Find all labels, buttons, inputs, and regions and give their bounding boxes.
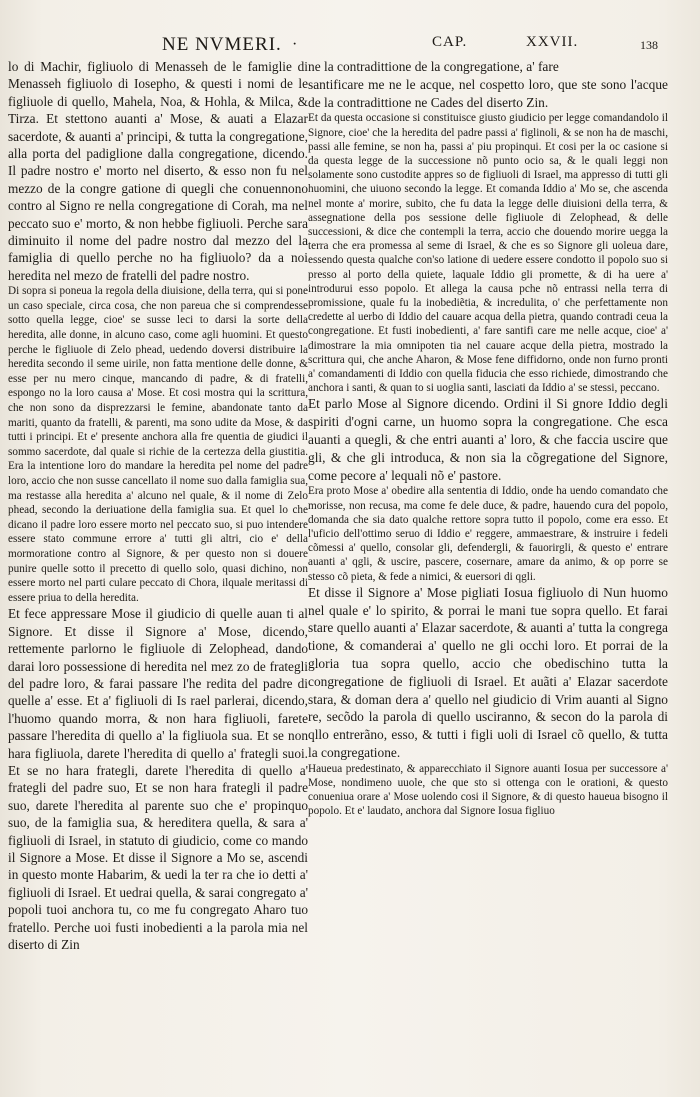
commentary-paragraph: Di sopra si poneua la regola della diuisione, della terra, qui si pone un caso speciale, circa cosa, che non pareua che si comprendesse sotto quella legge, cioe' se susse leci to darsi la sorte della heredita, alle donne, in alcuno caso, come agli huomini. Et questo perche le figliuole di Zelo phead, uedendo doversi distribuire la heredita secondo il seme uirile, non fatta mentione delle donne, & esse per nu mero cinque, mancando di padre, & di fratelli, espongo no la loro causa a' Mose. Et cosi mostra qui la scrittura, che non sono da disprezzarsi le femine, abandonate tanto da mariti, quanto da fratelli, & parenti, ma sono udite da Mose, & da tutti i principi. Et e' presente anchora alla fre quentia de giudici il sommo sacerdote, dal quale si richie de la certezza della giustitia. Era la intentione loro do mandare la heredita pel nome del padre loro, accio che non susse cancellato il nome suo dalla famiglia sua, ma restasse alla heredita a' alcuno nel quale, & il nome di Zelo phead, secondo la deriuatione della famiglia sua. Et quel lo che dicano il padre loro essere morto nel peccato suo, si puo intendere essere stato commune errore a' tutti gli altri, cio e' della mormoratione contro al Signore, & per questo non si douere punire quelle sotto il precetto di quello solo, quasi dichino, non essere morto nel parti culare peccato di Chora, ilquale meritassi di essere priua to della heredita. xyxy=(8,285,308,604)
scripture-paragraph: santificare me ne le acque, nel cospetto loro, que ste sono l'acque de la contradittione ne Cades del diserto Zin. xyxy=(308,76,668,110)
running-header xyxy=(0,30,700,58)
column-continuation-line: ne la contradittione de la congregatione, a' fare xyxy=(308,59,559,74)
scripture-paragraph: lo di Machir, figliuolo di Menasseh de le famiglie di Menasseh figliuolo di Iosepho, & questi i nomi de le figliuole di quello, Mahela, Noa, & Hohla, & Milca, & Tirza. Et stettono auanti a' Mose, & auati a Elazar sacerdote, & auanti a' principi, & tutta la congregatione, alla porta del padiglione dalla congregatione, dicendo. Il padre nostro e' morto nel diserto, & esso non fu nel mezzo de la congre gatione di quegli che conuennono contro al Signo re nella congregatione di Corah, ma nel peccato suo e' morto, & non hebbe figliuoli. Perche sara diminuito il nome del padre nostro dal mezzo del la famiglia di quello perche no ha figliuolo? da a noi heredita nel mezo de fratelli del padre nostro. xyxy=(8,59,308,283)
header-separator: · xyxy=(292,36,298,53)
left-column xyxy=(8,58,308,953)
scripture-paragraph: Et parlo Mose al Signore dicendo. Ordini il Si gnore Iddio degli spiriti d'ogni carne, un huomo sopra la congregatione. Che esca auanti a quegli, & che entri auanti a' loro, & che faccia uscire que gli, & che gli introduca, & non sia la cõgregatione del Signore, come pecore a' lequali nõ e' pastore. xyxy=(308,396,668,483)
chapter-label: CAP. xyxy=(432,34,468,50)
right-column xyxy=(308,58,668,819)
commentary-paragraph: Et da questa occasione si constituisce giusto giudicio per legge comandandolo il Signore, cioe' che la heredita del padre passi a' figlinoli, & se non ha de maschi, passi alle femine, se non ha, passi a' piu propinqui. Et cosi per la oc casione si da questa legge de la successione nõ punto ocio sa, & le quali leggi non solamente sono custodite appres so de figliuoli di Israel, ma appresso di tutti gli huomini, che uiuono secondo la legge. Et comanda Iddio a' Mo se, che ascenda nel monte a' morire, subito, che fu data la legge delle diuisioni della terra, & assegnatione della pos sessione delle figliuole di Zelophead, & delle successioni, & dice che contempli la terra, accio che douendo morire uegga la terra che era promessa al seme di Israel, & che es so Signore gli uoleua dare, essendo questa qualche con'so latione di uedere essere condotto il popolo suo si presso al porto della quiete, laquale Iddio gli promette, & di ha uere a' introdurui esso popolo. Et allega la causa pche nõ entrassi nella terra di promissione, quale fu la inobediẽtia, & incredulita, o' che perfettamente non credette al uerbo di Iddio del cauare acqua della pietra, quando contradi ceua la congregatione. Et fusti inobedienti, a' fare santifi care me nelle acque, cioe' a' dimostrare la mia omnipoten tia nel cauare acque della pietra, mostrado la scrittura qui, che anche Aharon, & Mose fene diffidorno, onde non furno pronti a' comandamenti di Iddio con quella fiducia che esso richiede, dimostrando che anchora i santi, & quan to si uoglia santi, lasciati da Iddio a' se stessi, peccano. xyxy=(308,112,668,395)
running-title: NE NVMERI. xyxy=(162,34,282,55)
commentary-paragraph: Era proto Mose a' obedire alla sententia di Iddio, onde ha uendo comandato che morisse, non recusa, ma come fe dele duce, & padre, hauendo cura del popolo, domanda che sia dato qualche rettore sopra tutto il popolo, come era esso. Et l'uficio dell'ottimo seruo di Iddio e' reggere, ammaestrare, & instruire i fedeli cõmessi a' quello, consolar gli, defendergli, & fauorirgli, & questo e' entrare auanti a' qgli, & uscire, pascere, cosernare, amare da animo, & op porre se stesso cõ pieta, & fede a nimici, & euersori di qgli. xyxy=(308,485,668,583)
scripture-paragraph: Et fece appressare Mose il giudicio di quelle auan ti al Signore. Et disse il Signore a' Mose, dicendo, rettemente parlorno le figliuole di Zelophead, dando darai loro possessione di heredita nel mez zo de frategli del padre loro, & farai passare l'he redita del padre di quelle a' esse. Et a' figliuoli di Is rael parlerai, dicendo, l'huomo quando morra, & non hara figliuoli, farete passare l'heredita di quello a' la figliuola sua. Et se non hara figliuola, darete l'heredita di quello a' frategli suoi. Et se no hara frategli, darete l'heredita di quello a' frategli del padre suo, Et se non hara frategli il padre suo, darete l'heredita al parente suo che e' propinquo suo, de la famiglia sua, & hereditera quella, & sara a' figliuoli di Israel, in statuto di giudicio, come co mando il Signore a Mose. Et disse il Signore a Mo se, ascendi in questo monte Habarim, & uedi la ter ra che io detti a' figliuoli di Israel. Et uedrai quella, & sarai congregato a' popoli tuoi anchora tu, co me fu congregato Aharo tuo fratello. Perche uoi fusti inobedienti a la parola mia nel diserto di Zin xyxy=(8,606,308,953)
scripture-paragraph: Et disse il Signore a' Mose pigliati Iosua figliuolo di Nun huomo nel quale e' lo spirito, & porrai le mani tue sopra quello. Et farai stare quello auanti a' Elazar sacerdote, & auanti a' tutta la congrega tione, & comanderai a' quello ne gli occhi loro. Et porrai de la gloria tua sopra quello, accio che obedischino tutta la congregatione de figliuoli di Israel. Et auãti a' Elazar sacerdote stara, & doman dera a' quello nel giudicio di Vrim auanti al Signo re, secõdo la parola di quello usciranno, & secon do la parola di qllo entrerãno, esso, & tutti i figli uoli di Israel cõ quello, & tutta la congregatione. xyxy=(308,584,668,761)
commentary-paragraph: Haueua predestinato, & apparecchiato il Signore auanti Iosua per successore a' Mose, nondimeno uuole, che que sto si ottenga con le orationi, & questo conueniua orare a' Mose uolendo cosi il Signore, & di questo haueua bisogno il popolo. Et e' laudato, anchora dal Signore Iosua figliuo xyxy=(308,762,668,818)
page-number: 138 xyxy=(640,38,658,52)
chapter-number: XXVII. xyxy=(526,34,579,50)
